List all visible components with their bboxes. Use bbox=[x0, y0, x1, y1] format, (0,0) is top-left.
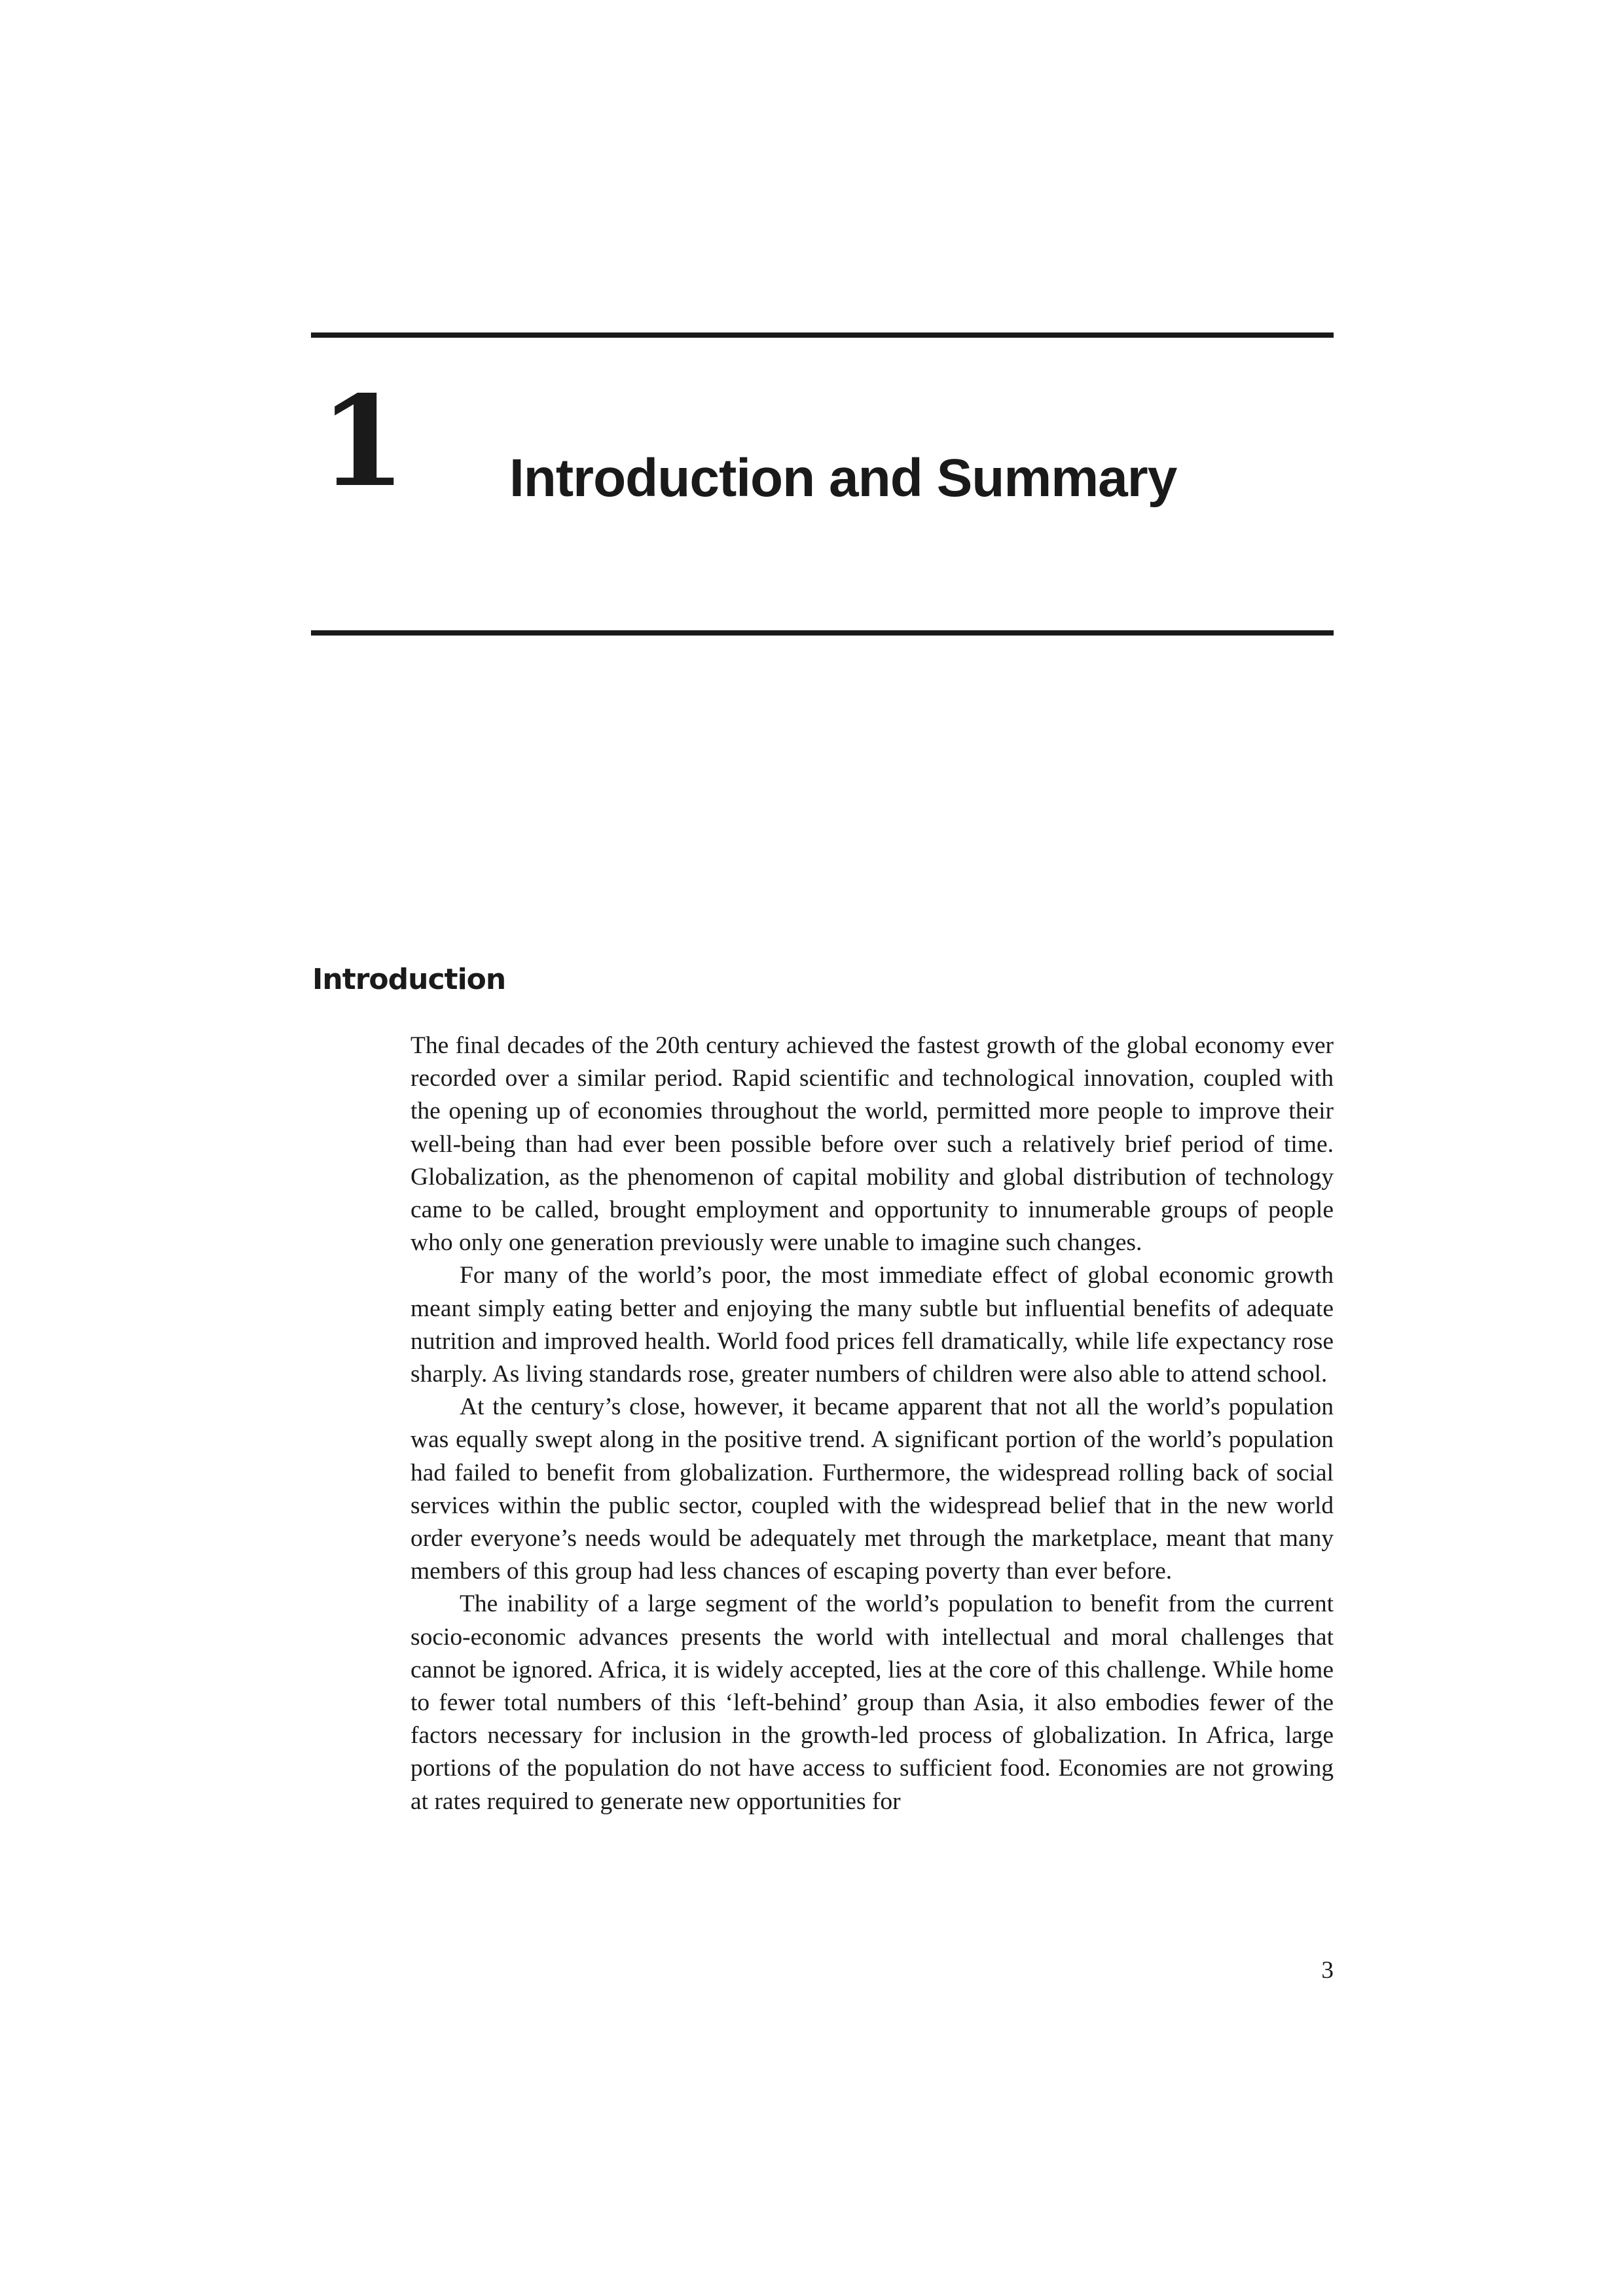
chapter-title: Introduction and Summary bbox=[509, 448, 1177, 508]
chapter-top-rule bbox=[311, 332, 1334, 338]
chapter-number: 1 bbox=[319, 368, 404, 514]
paragraph: The inability of a large segment of the world’s population to benefit from the current socio-economic advances presents the world with intellectual and moral challenges that cannot be ignored. Africa, it is widely accepted, lies at the core of this challenge. While home to fewer total numbers of this ‘left-behind’ group than Asia, it also embodies fewer of the factors necessary for inclusion in the growth-led process of globalization. In Africa, large portions of the population do not have access to sufficient food. Economies are not growing at rates required to generate new opportunities for bbox=[410, 1590, 1334, 1815]
paragraph: For many of the world’s poor, the most immediate effect of global economic growth meant simply eating better and enjoying the many subtle but influential benefits of adequate nutrition and improved health. World food prices fell dramatically, while life expectancy rose sharply. As living standards rose, greater numbers of children were also able to attend school. bbox=[410, 1262, 1334, 1388]
paragraph: The final decades of the 20th century achieved the fastest growth of the global economy ever recorded over a similar period. Rapid scientific and technological innovation, coupled with the opening up of economies throughout the world, permitted more people to improve their well-being than had ever been possible before over such a relatively brief period of time. Globalization, as the phenomenon of capital mobility and global distribution of technology came to be called, brought employment and opportunity to innumerable groups of people who only one generation previously were unable to imagine such changes. bbox=[410, 1032, 1334, 1257]
section-heading: Introduction bbox=[312, 963, 506, 996]
page-number: 3 bbox=[1321, 1957, 1334, 1984]
paragraph: At the century’s close, however, it became apparent that not all the world’s population was equally swept along in the positive trend. A significant portion of the world’s population had failed to benefit from globalization. Furthermore, the widespread rolling back of social services within the public sector, coupled with the widespread belief that in the new world order everyone’s needs would be adequately met through the marketplace, meant that many members of this group had less chances of escaping poverty than ever before. bbox=[410, 1393, 1334, 1585]
body-text bbox=[410, 1030, 1334, 1818]
chapter-bottom-rule bbox=[311, 630, 1334, 636]
